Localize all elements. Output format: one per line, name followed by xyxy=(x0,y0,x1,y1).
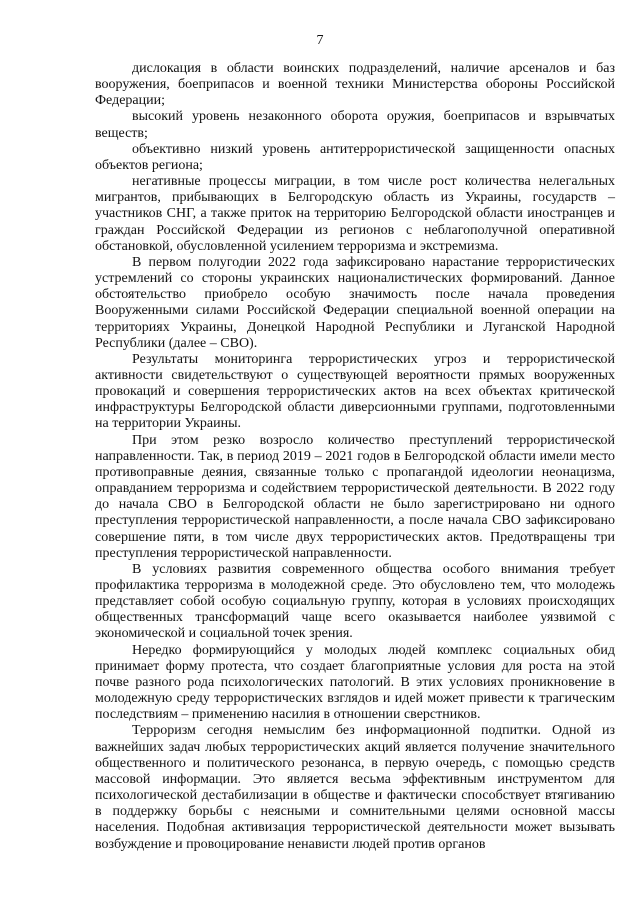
paragraph-first-half-2022: В первом полугодии 2022 года зафиксировано нарастание террористических устремлений со стороны украинских националистических формирований. Данное обстоятельство приобрело особую значимость после начала проведения Вооруженными силами Российской Федерации специальной военной операции на территориях Украины, Донецкой Народной Республики и Луганской Народной Республики (далее – СВО). xyxy=(95,254,615,351)
paragraph-arsenals: дислокация в области воинских подразделений, наличие арсеналов и баз вооружения, боеприпасов и военной техники Министерства обороны Российской Федерации; xyxy=(95,61,615,109)
paragraph-illegal-weapons: высокий уровень незаконного оборота оружия, боеприпасов и взрывчатых веществ; xyxy=(95,109,615,141)
paragraph-youth-prevention: В условиях развития современного общества особого внимания требует профилактика терроризма в молодежной среде. Это обусловлено тем, что молодежь представляет собой особую социальную группу, которая в условиях происходящих общественных трансформаций чаще всего оказывается наиболее уязвимой с экономической и социальной точек зрения. xyxy=(95,561,615,642)
paragraph-monitoring-results: Результаты мониторинга террористических угроз и террористической активности свидетельствуют о существующей вероятности прямых вооруженных провокаций и совершения террористических актов на всех объектах критической инфраструктуры Белгородской области диверсионными группами, подготовленными на территории Украины. xyxy=(95,351,615,432)
document-body xyxy=(95,61,615,853)
paragraph-low-protection: объективно низкий уровень антитеррористической защищенности опасных объектов региона; xyxy=(95,141,615,173)
paragraph-migration: негативные процессы миграции, в том числе рост количества нелегальных мигрантов, прибывающих в Белгородскую область из Украины, государств – участников СНГ, а также приток на территорию Белгородской области иностранцев и граждан Российской Федерации из регионов с неблагополучной оперативной обстановкой, обусловленной усилением терроризма и экстремизма. xyxy=(95,174,615,254)
paragraph-terrorism-information: Терроризм сегодня немыслим без информационной подпитки. Одной из важнейших задач любых террористических акций является получение значительного общественного и политического резонанса, в первую очередь, с помощью средств массовой информации. Это является весьма эффективным инструментом для психологической дестабилизации в обществе и фактически способствует втягиванию в поддержку борьбы с неясными и сомнительными целями основной массы населения. Подобная активизация террористической деятельности может вызывать возбуждение и провоцирование ненависти людей против органов xyxy=(95,723,615,852)
page-number: 7 xyxy=(316,33,324,48)
paragraph-social-grievances: Нередко формирующийся у молодых людей комплекс социальных обид принимает форму протеста, что создает благоприятные условия для роста на этой почве разного рода психологических патологий. В этих условиях проникновение в молодежную среду террористических взглядов и идей может привести к трагическим последствиям – применению насилия в отношении сверстников. xyxy=(95,642,615,723)
paragraph-crime-increase: При этом резко возросло количество преступлений террористической направленности. Так, в период 2019 – 2021 годов в Белгородской области имели место противоправные деяния, связанные только с пропагандой идеологии неонацизма, оправданием терроризма и содействием террористической деятельности. В 2022 году до начала СВО в Белгородской области не было зарегистрировано ни одного преступления террористической направленности, а после начала СВО зафиксировано совершение пяти, в том числе двух террористических актов. Предотвращены три преступления террористической направленности. xyxy=(95,432,615,561)
